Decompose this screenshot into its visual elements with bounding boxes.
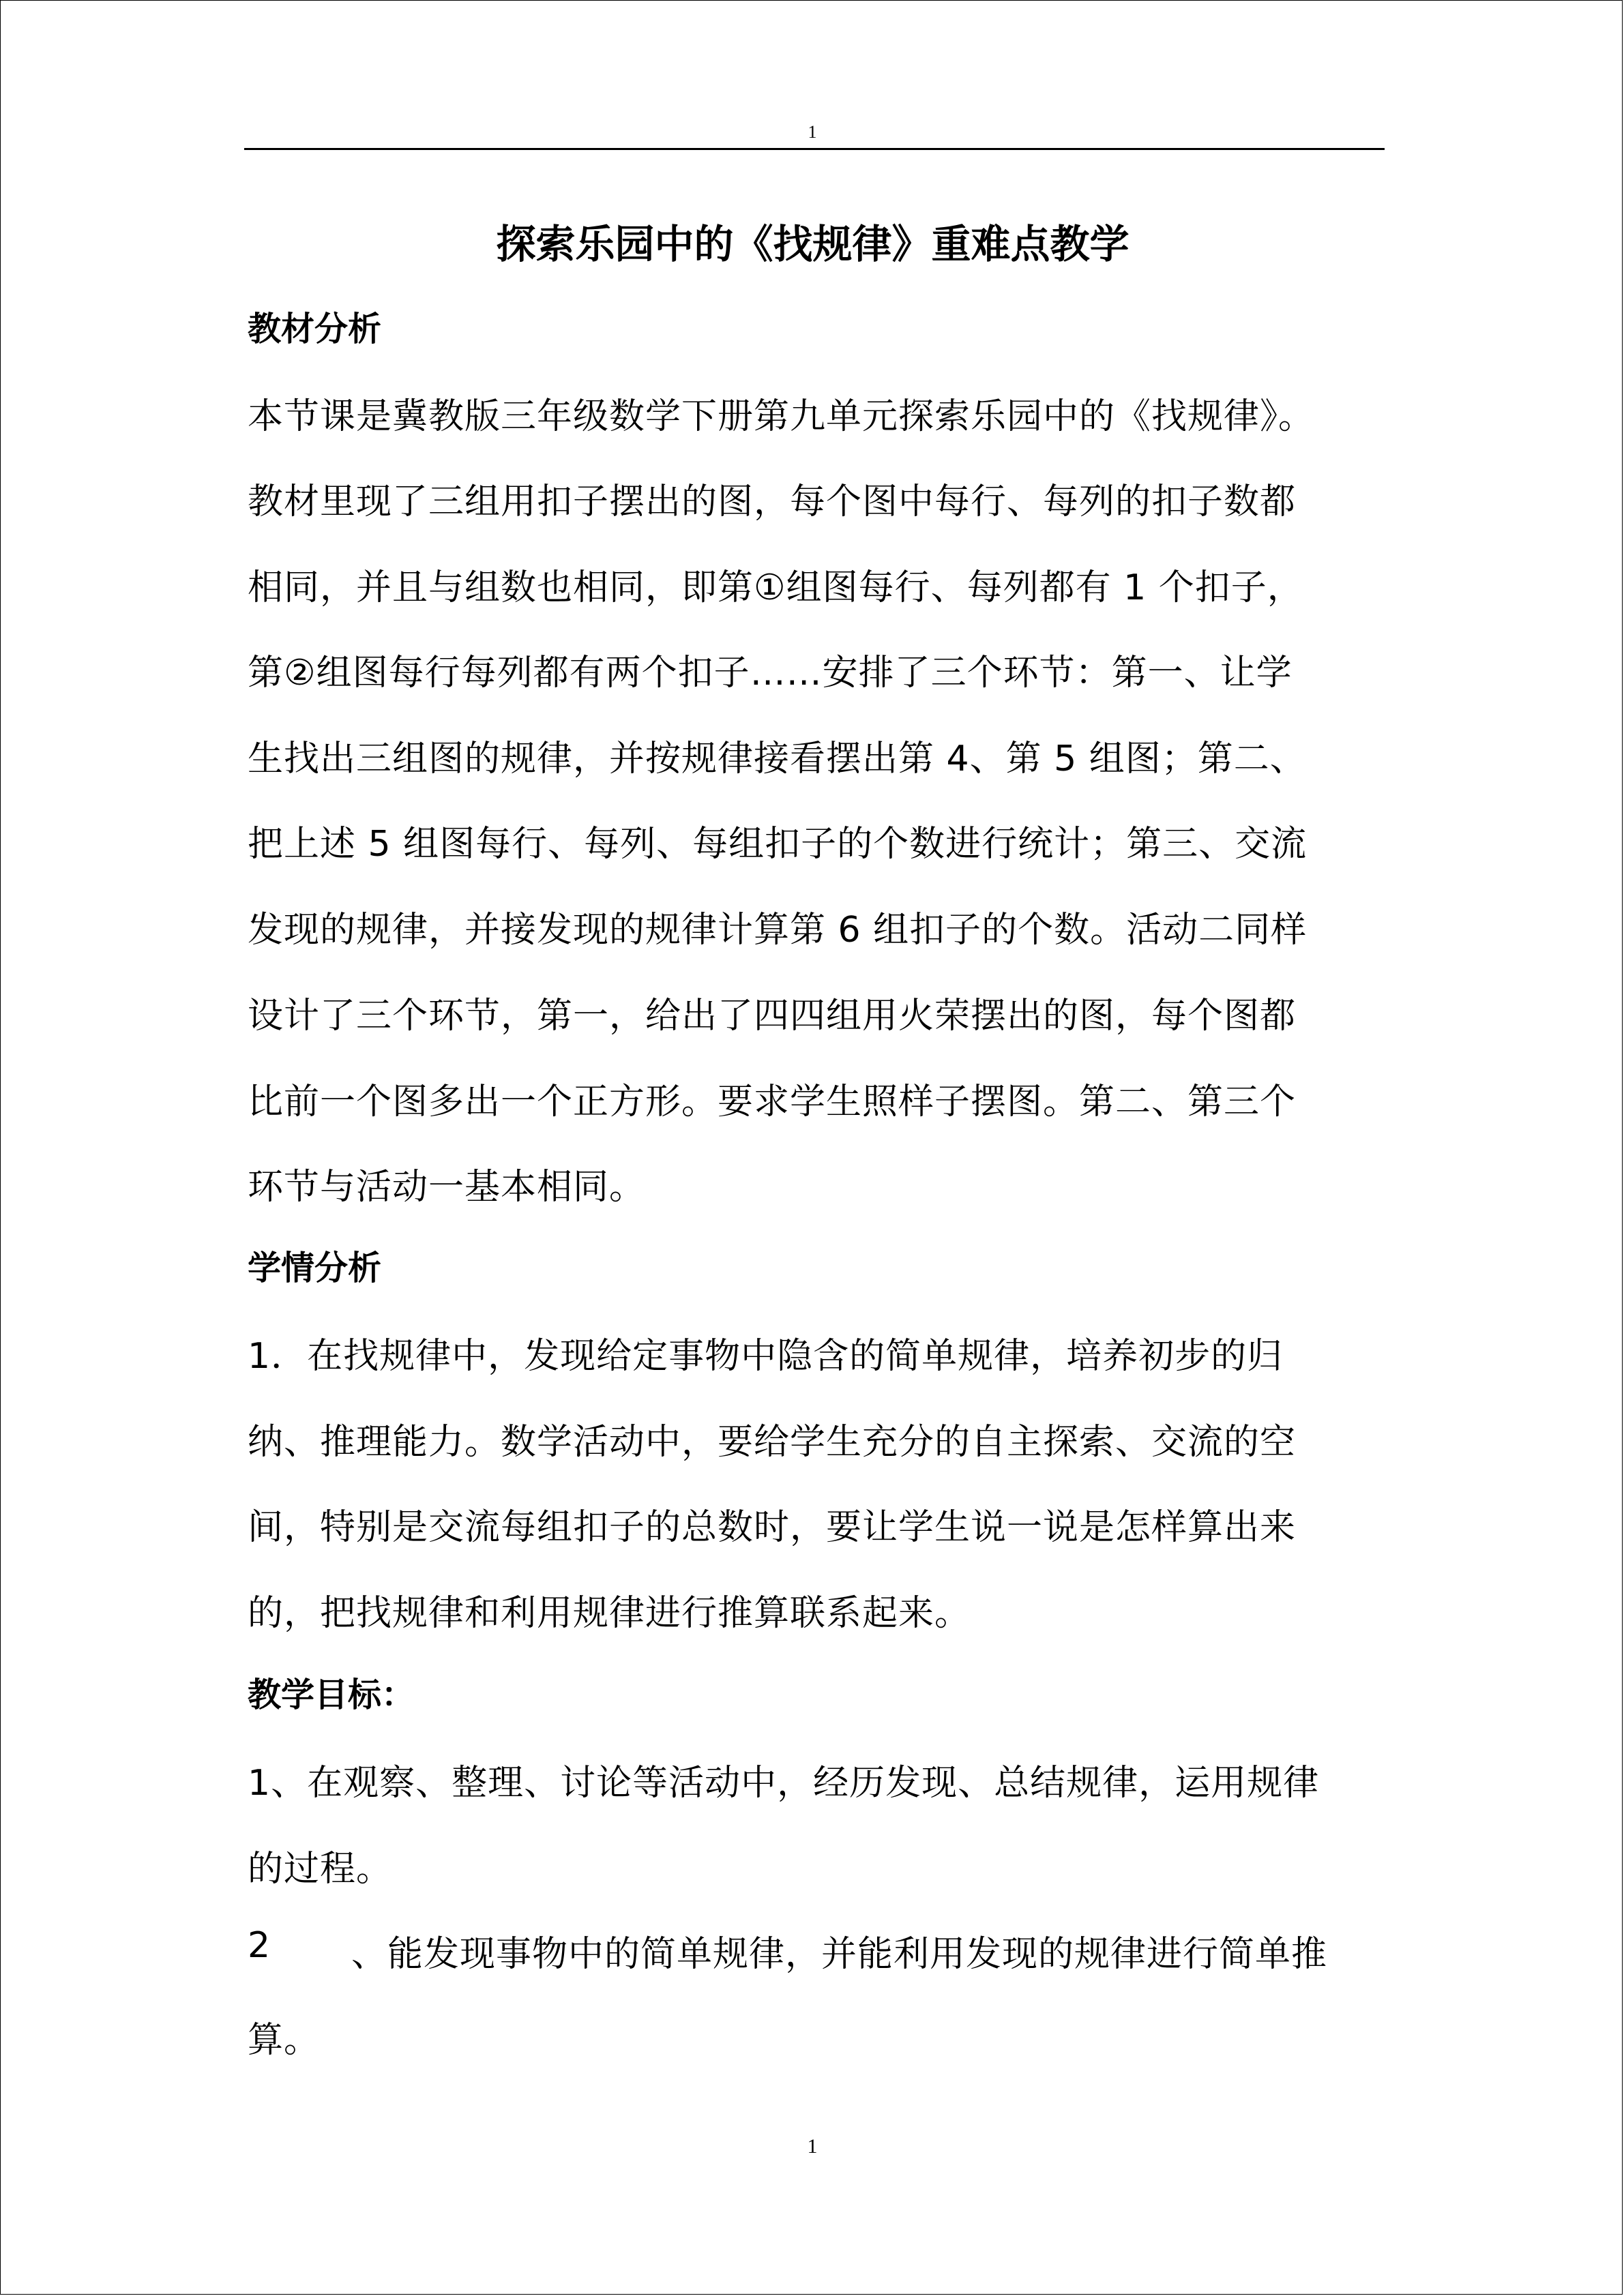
learning-line-1: 1．在找规律中，发现给定事物中隐含的简单规律，培养初步的归 [248, 1336, 1284, 1377]
learning-line-2: 纳、推理能力。数学活动中，要给学生充分的自主探索、交流的空 [248, 1422, 1297, 1463]
material-line-3: 相同，并且与组数也相同，即第①组图每行、每列都有 1 个扣子， [248, 567, 1303, 608]
material-line-5: 生找出三组图的规律，并按规律接看摆出第 4、第 5 组图；第二、 [248, 739, 1306, 779]
goals-line-1: 1、在观察、整理、讨论等活动中，经历发现、总结规律，运用规律 [248, 1763, 1320, 1804]
material-line-4: 第②组图每行每列都有两个扣子……安排了三个环节：第一、让学 [248, 653, 1293, 694]
goals-item2-number: 2 [248, 1925, 271, 1966]
section-heading-learning: 学情分析 [248, 1249, 382, 1287]
goals-item2-text: 、能发现事物中的简单规律，并能利用发现的规律进行简单推 [351, 1934, 1328, 1975]
document-title: 探索乐园中的《找规律》重难点教学 [496, 221, 1130, 267]
material-line-7: 发现的规律，并接发现的规律计算第 6 组扣子的个数。活动二同样 [248, 910, 1308, 951]
material-line-8: 设计了三个环节，第一，给出了四四组用火荣摆出的图，每个图都 [248, 996, 1297, 1037]
section-heading-goals: 教学目标： [248, 1675, 415, 1714]
goals-line-2: 的过程。 [248, 1849, 393, 1890]
goals-item2-continuation: 算。 [248, 2020, 321, 2061]
material-line-6: 把上述 5 组图每行、每列、每组扣子的个数进行统计；第三、交流 [248, 824, 1308, 865]
material-line-10: 环节与活动一基本相同。 [248, 1167, 646, 1208]
header-rule [244, 148, 1385, 150]
material-line-9: 比前一个图多出一个正方形。要求学生照样子摆图。第二、第三个 [248, 1082, 1297, 1122]
material-line-2: 教材里现了三组用扣子摆出的图，每个图中每行、每列的扣子数都 [248, 481, 1297, 522]
learning-line-4: 的，把找规律和利用规律进行推算联系起来。 [248, 1593, 971, 1634]
learning-line-3: 间，特别是交流每组扣子的总数时，要让学生说一说是怎样算出来 [248, 1507, 1297, 1548]
material-line-1: 本节课是冀教版三年级数学下册第九单元探索乐园中的《找规律》。 [248, 396, 1315, 437]
page: 1 探索乐园中的《找规律》重难点教学 教材分析 本节课是冀教版三年级数学下册第九单元探索乐园中的《找规律》。 教材里现了三组用扣子摆出的图，每个图中每行、每列的扣子数都 相同，并且与组数也相同，即第①组图每行、每列都有 1 个扣子， 第②组图每行每列都有两个扣子……安排了三个环节：第一、让学 生找出三组图的规律，并按规律接看摆出第 4、第 5 组图；第二、 把上述 5 组图每行、每列、每组扣子的个数进行统计；第三、交流 发现的规律，并接发现的规律计算第 6 组扣子的个数。活动二同样 设计了三个环节，第一，给出了四四组用火荣摆出的图，每个图都 比前一个图多出一个正方形。要求学生照样子摆图。第二、第三个 环节与活动一基本相同。 学情分析 1．在找规律中，发现给定事物中隐含的简单规律，培养初步的归 纳、推理能力。数学活动中，要给学生充分的自主探索、交流的空 间，特别是交流每组扣子的总数时，要让学生说一说是怎样算出来 的，把找规律和利用规律进行推算联系起来。 教学目标： 1、在观察、整理、讨论等活动中，经历发现、总结规律，运用规律 的过程。 2 、能发现事物中的简单规律，并能利用发现的规律进行简单推 算。 1 [0, 0, 1623, 2295]
section-heading-material: 教材分析 [248, 310, 382, 348]
